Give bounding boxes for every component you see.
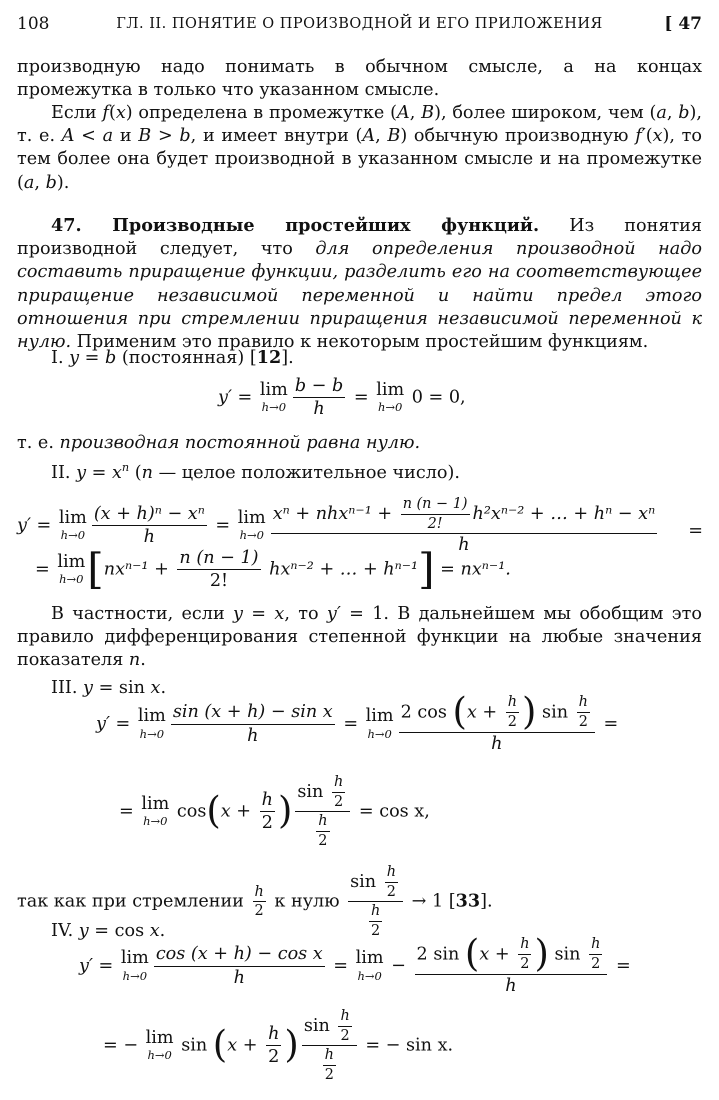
formula-cosine-line2: = − lim h→0 sin (x + $\frac{h}{2}$ ) sin $\frac{h}{2}$ $\frac{h}{2}$ = − sin x. xyxy=(103,1008,454,1083)
section-heading: 47. Производные простейших функций. xyxy=(51,215,540,236)
page-number: 108 xyxy=(17,14,50,34)
formula-sine-line1: y′ = lim h→0 $\frac{\text{sin (x + h) − sin x}}{h}$ = lim h→0 2 cos (x + $\frac{h}{2}$ ) sin $\frac{h}{2}$ h = xyxy=(96,690,619,754)
paragraph-continued: производную надо понимать в обычном смысле, а на концах промежутка в только что указанном смысле. xyxy=(17,57,702,101)
formula-cosine-line1: y′ = lim h→0 $\frac{\text{cos (x + h) − cos x}}{h}$ = lim h→0 − 2 sin (x + $\frac{h}{2}$ ) sin $\frac{h}{2}$ h = xyxy=(79,932,631,996)
running-header xyxy=(17,14,702,40)
chapter-title: ГЛ. II. ПОНЯТИЕ О ПРОИЗВОДНОЙ И ЕГО ПРИЛОЖЕНИЯ xyxy=(116,16,603,32)
case-2-heading: II. $y = x^n$ (n — целое положительное число). xyxy=(51,461,460,483)
case-1-heading: I. y = b (постоянная) [12]. xyxy=(51,347,294,368)
rule-statement: для определения производной надо составить приращение функции, разделить его на соответствующее приращение независимой переменной и найти предел этого отношения при стремлении приращения независимой переменной к нулю. xyxy=(17,239,702,353)
formula-power-line1: y′ = lim h→0 $\frac{\text{(x + h)ⁿ − xⁿ}}{h}$ = lim h→0 xⁿ + nhxⁿ⁻¹ + $\frac{n (n - 1)}{2!}$ h²xⁿ⁻² + … + hⁿ − xⁿ h = xyxy=(17,496,703,556)
paragraph-particular-case: В частности, если y = x, то y′ = 1. В дальнейшем мы обобщим это правило дифференцирования степенной функции на любые значения показателя n. xyxy=(17,604,702,671)
formula-sine-line2: = lim h→0 cos(x + $\frac{h}{2}$ ) sin $\frac{h}{2}$ $\frac{h}{2}$ = cos x, xyxy=(119,774,430,849)
paragraph-interval: Если f(x) определена в промежутке (A, B), более широком, чем (a, b), т. е. A < a и B > b, и имеет внутри (A, B) обычную производную f′(x), то тем более она будет производной в указанном смысле и на промежутке (a, b). xyxy=(17,103,703,193)
formula-power-line2: = lim h→0 [nxⁿ⁻¹ + $\frac{n (n - 1)}{2!}$ hxⁿ⁻² + … + hⁿ⁻¹] = nxⁿ⁻¹. xyxy=(35,544,511,594)
case-3-heading: III. y = sin x. xyxy=(51,678,167,698)
sine-limit-note: так как при стремлении $\frac{h}{2}$ к нулю sin $\frac{h}{2}$ $\frac{h}{2}$ → 1 [33]. xyxy=(17,864,493,939)
section-47-paragraph: 47. Производные простейших функций. Из понятия производной следует, что для определения производной надо составить приращение функции, разделить его на соответствующее приращение независимой переменной и найти предел этого отношения при стремлении приращения независимой переменной к нулю. Применим это правило к некоторым простейшим функциям. xyxy=(17,215,703,353)
constant-conclusion: т. е. производная постоянной равна нулю. xyxy=(17,433,421,453)
case-4-heading: IV. y = cos x. xyxy=(51,921,166,941)
section-marker: [ 47 xyxy=(664,14,702,34)
formula-constant: y′ = lim h→0 $\frac{b - b}{h}$ = lim h→0 0 = 0, xyxy=(218,376,466,420)
